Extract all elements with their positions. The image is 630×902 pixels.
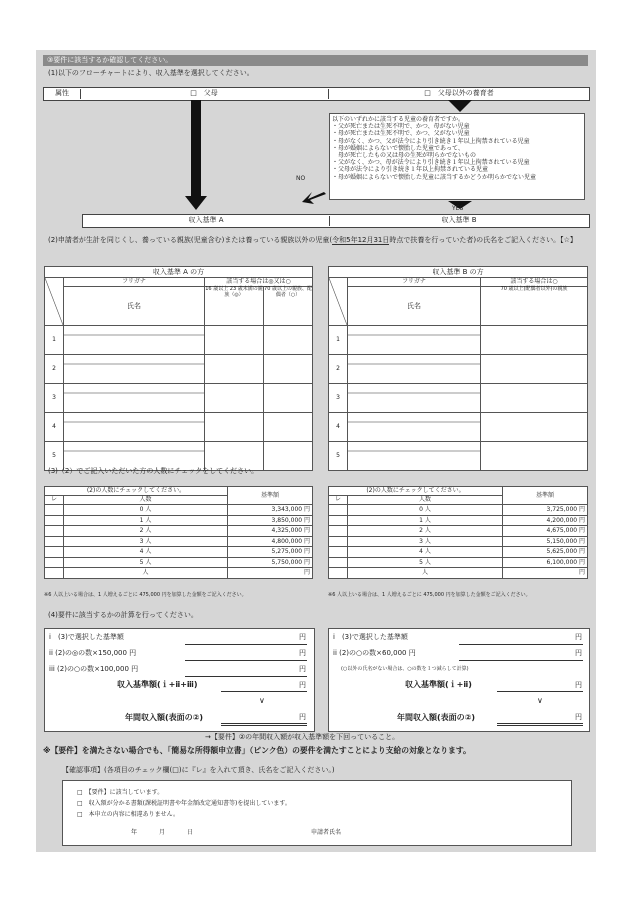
confirm-title: 【確認事項】(各項目のチェック欄(□)に『レ』を入れて頂き、氏名をご記入ください。) (62, 766, 335, 774)
calc-a-annual-label: 年間収入額(表面の②) (125, 713, 204, 722)
amount-cell: 3,343,000 円 (228, 505, 313, 516)
mark-cell[interactable] (481, 355, 588, 384)
yen-unit: 円 (299, 713, 306, 721)
name-cell[interactable] (348, 384, 481, 413)
signer-label: 申請者氏名 (311, 829, 342, 836)
date-year-label: 年 (131, 829, 138, 836)
table-a-title: 収入基準 A の方 (45, 267, 313, 278)
name-header: 氏名 (64, 287, 205, 326)
count-cell: 4 人 (348, 547, 503, 558)
check-cell[interactable] (45, 568, 64, 579)
arrow-parent-head (185, 196, 207, 210)
mark-cell[interactable] (264, 442, 313, 471)
compare-symbol: ∨ (259, 696, 265, 705)
amount-cell: 5,275,000 円 (228, 547, 313, 558)
mark-cell[interactable] (205, 326, 264, 355)
dependents-table-a (44, 266, 313, 471)
amount-cell: 5,150,000 円 (503, 536, 588, 547)
kijun-header: 基準額 (503, 487, 588, 505)
yen-unit: 円 (299, 681, 306, 689)
check-cell[interactable] (45, 515, 64, 526)
flow-header (43, 87, 590, 101)
question-3: (3)（2）でご記入いただいた方の人数にチェックをしてください。 (48, 467, 259, 475)
row-number: 5 (45, 442, 64, 471)
calc-a-field2[interactable] (185, 660, 307, 661)
custom-count-cell[interactable]: 人 (348, 568, 503, 579)
row-number: 3 (329, 384, 348, 413)
condition-item: 母が死亡したもの又は母の生死が明らかでないもの (332, 151, 477, 159)
option-parent[interactable]: □ 父母 (80, 89, 329, 99)
custom-count-cell[interactable]: 人 (64, 568, 228, 579)
condition-item: ・母が婚姻によらないで懐胎した児童に該当するかどうか明らかでない児童 (332, 173, 537, 181)
name-cell[interactable] (348, 326, 481, 355)
amount-cell: 4,200,000 円 (503, 515, 588, 526)
calc-b-line2: ii (2)の○の数×60,000 円 (333, 649, 416, 657)
check-header: (2)の人数にチェックしてください。 (329, 487, 503, 496)
count-cell: 5 人 (348, 557, 503, 568)
kijun-a-label: 収入基準 A (83, 216, 330, 226)
check-cell[interactable] (45, 526, 64, 537)
kijun-b-label: 収入基準 B (441, 216, 477, 224)
calc-box-b (328, 628, 590, 732)
ninzu-header: 人数 (64, 496, 228, 505)
amount-cell: 4,800,000 円 (228, 536, 313, 547)
question-4: (4)要件に該当するかの計算を行ってください。 (48, 611, 198, 619)
date-month-label: 月 (159, 829, 166, 836)
row-number: 1 (329, 326, 348, 355)
question-2-date: 令和5年12月31日 (332, 236, 390, 244)
calc-a-field3[interactable] (185, 676, 307, 677)
calc-a-annual-field[interactable] (221, 723, 307, 726)
yen-unit: 円 (575, 713, 582, 721)
name-header: 氏名 (348, 287, 481, 326)
applicable-header: 該当する場合は○ (481, 278, 588, 287)
amount-cell: 3,850,000 円 (228, 515, 313, 526)
check-cell[interactable] (45, 505, 64, 516)
row-number: 1 (45, 326, 64, 355)
name-cell[interactable] (64, 355, 205, 384)
name-cell[interactable] (64, 384, 205, 413)
mark-cell[interactable] (264, 413, 313, 442)
condition-item: ・父がなく、かつ、母が法令により引き続き１年以上拘禁されている児童 (332, 159, 530, 167)
condition-item: ・父が死亡または生死不明で、かつ、母がない児童 (332, 123, 470, 131)
count-cell: 0 人 (64, 505, 228, 516)
section-title: ③要件に該当するか確認してください。 (47, 56, 173, 64)
re-header: レ (329, 496, 348, 505)
count-cell: 0 人 (348, 505, 503, 516)
compare-symbol: ∨ (537, 696, 543, 705)
calc-a-total-field[interactable] (221, 691, 307, 692)
zokugara-label: 属性 (44, 89, 81, 99)
count-cell: 4 人 (64, 547, 228, 558)
arrow-other-head (448, 100, 472, 112)
check-cell[interactable] (329, 505, 348, 516)
mark-cell[interactable] (481, 413, 588, 442)
section-title-bar (43, 55, 588, 66)
check-cell[interactable] (45, 536, 64, 547)
calc-b-annual-field[interactable] (497, 723, 583, 726)
name-cell[interactable] (348, 355, 481, 384)
condition-box (329, 113, 585, 200)
count-cell: 1 人 (64, 515, 228, 526)
condition-item: ・母が死亡または生死不明で、かつ、父がない児童 (332, 130, 470, 138)
row-number: 5 (329, 442, 348, 471)
calc-b-field1[interactable] (459, 644, 583, 645)
amount-cell: 4,675,000 円 (503, 526, 588, 537)
calc-b-total-label: 収入基準額(ｉ+ⅱ) (405, 680, 472, 689)
name-cell[interactable] (64, 326, 205, 355)
question-2 (48, 236, 588, 244)
calc-a-field1[interactable] (185, 644, 307, 645)
note-a: ※6 人以上いる場合は、1 人増えるごとに 475,000 円を加算した金額をご記入ください。 (44, 592, 247, 598)
amount-cell: 5,625,000 円 (503, 547, 588, 558)
calc-a-line1: i (3)で選択した基準額 (49, 633, 124, 641)
diagonal-line-icon (45, 278, 63, 325)
check-header: (2)の人数にチェックしてください。 (45, 487, 228, 496)
calc-b-line1: i (3)で選択した基準額 (333, 633, 408, 641)
check-cell[interactable] (329, 568, 348, 579)
name-cell[interactable] (348, 442, 481, 471)
count-cell: 2 人 (64, 526, 228, 537)
col-16-23-header: 16 歳以上 23 歳未満の親族（◎） (205, 287, 264, 326)
check-cell[interactable] (329, 515, 348, 526)
condition-item: ・母が婚姻によらないで懐胎した児童であって、 (332, 144, 464, 152)
mark-cell[interactable] (481, 326, 588, 355)
name-cell[interactable] (348, 413, 481, 442)
count-table-a (44, 486, 313, 579)
check-cell[interactable] (329, 557, 348, 568)
check-cell[interactable] (329, 526, 348, 537)
mark-cell[interactable] (264, 384, 313, 413)
yen-unit: 円 (299, 633, 306, 641)
requirement-line: →【要件】②の年間収入額が収入基準額を下回っていること。 (205, 733, 400, 741)
row-number: 2 (329, 355, 348, 384)
condition-item: ・父母が法令により引き続き１年以上拘禁されている児童 (332, 166, 489, 174)
count-cell: 5 人 (64, 557, 228, 568)
custom-amount-cell[interactable]: 円 (503, 568, 588, 579)
no-arrow-icon (300, 190, 328, 206)
mark-cell[interactable] (481, 384, 588, 413)
count-cell: 2 人 (348, 526, 503, 537)
calc-a-total-label: 収入基準額(ｉ+ⅱ+ⅲ) (117, 680, 198, 689)
calc-b-total-field[interactable] (497, 691, 583, 692)
table-b-title: 収入基準 B の方 (329, 267, 588, 278)
applicable-header: 該当する場合は◎又は○ (205, 278, 313, 287)
yen-unit: 円 (575, 649, 582, 657)
check-cell[interactable] (329, 536, 348, 547)
dependents-table-b (328, 266, 588, 471)
calc-a-line3: iii (2)の○の数×100,000 円 (49, 665, 139, 673)
calc-b-note: (○以外の氏名がない場合は、○の数を１つ減らして計算) (341, 666, 469, 672)
question-2-text-b: 時点で扶養を行っていた者)の氏名をご記入ください。【☆】 (389, 236, 577, 244)
calc-box-a (44, 628, 315, 732)
mark-cell[interactable] (205, 355, 264, 384)
question-2-text-a: (2)申請者が生計を同じくし、養っている親族(児童含む)または養っている親族以外の児童( (48, 236, 333, 244)
amount-cell: 6,100,000 円 (503, 557, 588, 568)
condition-title: 以下のいずれかに該当する児童の養育者ですか。 (332, 116, 465, 123)
mark-cell[interactable] (205, 413, 264, 442)
option-other-guardian[interactable]: □ 父母以外の養育者 (424, 89, 494, 97)
amount-cell: 4,325,000 円 (228, 526, 313, 537)
re-header: レ (45, 496, 64, 505)
check-cell[interactable] (45, 547, 64, 558)
row-number: 4 (45, 413, 64, 442)
kijun-header: 基準額 (228, 487, 313, 505)
note-b: ※6 人以上いる場合は、1 人増えるごとに 475,000 円を加算した金額をご記入ください。 (328, 592, 531, 598)
amount-cell: 3,725,000 円 (503, 505, 588, 516)
col-70-header: 70 歳以上(配偶者以外)の親族 (481, 287, 588, 326)
date-day-label: 日 (187, 829, 194, 836)
mark-cell[interactable] (264, 355, 313, 384)
amount-cell: 5,750,000 円 (228, 557, 313, 568)
name-cell[interactable] (64, 413, 205, 442)
yen-unit: 円 (299, 665, 306, 673)
diagonal-line-icon (329, 278, 347, 325)
mark-cell[interactable] (205, 384, 264, 413)
yen-unit: 円 (299, 649, 306, 657)
kijun-bar (82, 214, 590, 228)
calc-a-line2: ii (2)の◎の数×150,000 円 (49, 649, 137, 657)
condition-item: ・母がなく、かつ、父が法令により引き続き１年以上拘禁されている児童 (332, 137, 530, 145)
mark-cell[interactable] (481, 442, 588, 471)
yen-unit: 円 (575, 633, 582, 641)
count-cell: 3 人 (64, 536, 228, 547)
calc-b-annual-label: 年間収入額(表面の②) (397, 713, 476, 722)
custom-amount-cell[interactable]: 円 (228, 568, 313, 579)
yes-label: YES (452, 205, 464, 212)
row-number: 2 (45, 355, 64, 384)
confirm-check-truth[interactable]: □ 本申立の内容に相違ありません。 (77, 811, 180, 818)
ninzu-header: 人数 (348, 496, 503, 505)
confirm-box (62, 780, 572, 846)
mark-cell[interactable] (264, 326, 313, 355)
no-label: NO (296, 175, 306, 182)
calc-b-field2[interactable] (459, 660, 583, 661)
check-cell[interactable] (329, 547, 348, 558)
furigana-header: フリガナ (64, 278, 205, 287)
warning-text: ※【要件】を満たさない場合でも、「簡易な所得額申立書」（ピンク色）の要件を満たすことにより支給の対象となります。 (43, 746, 471, 755)
count-table-b (328, 486, 588, 579)
question-1: (1)以下のフローチャートにより、収入基準を選択してください。 (48, 69, 254, 77)
check-cell[interactable] (45, 557, 64, 568)
row-number: 4 (329, 413, 348, 442)
furigana-header: フリガナ (348, 278, 481, 287)
confirm-check-documents[interactable]: □ 収入額が分かる書類(課税証明書や年金額改定通知書等)を提出しています。 (77, 800, 291, 807)
count-cell: 3 人 (348, 536, 503, 547)
signer-field[interactable] (349, 831, 549, 839)
count-cell: 1 人 (348, 515, 503, 526)
confirm-check-requirement[interactable]: □ 【要件】に該当しています。 (77, 789, 164, 796)
arrow-parent-shaft (191, 100, 201, 198)
col-70-header: 70 歳以上の親族、配偶者（○） (264, 287, 313, 326)
row-number: 3 (45, 384, 64, 413)
yen-unit: 円 (575, 681, 582, 689)
